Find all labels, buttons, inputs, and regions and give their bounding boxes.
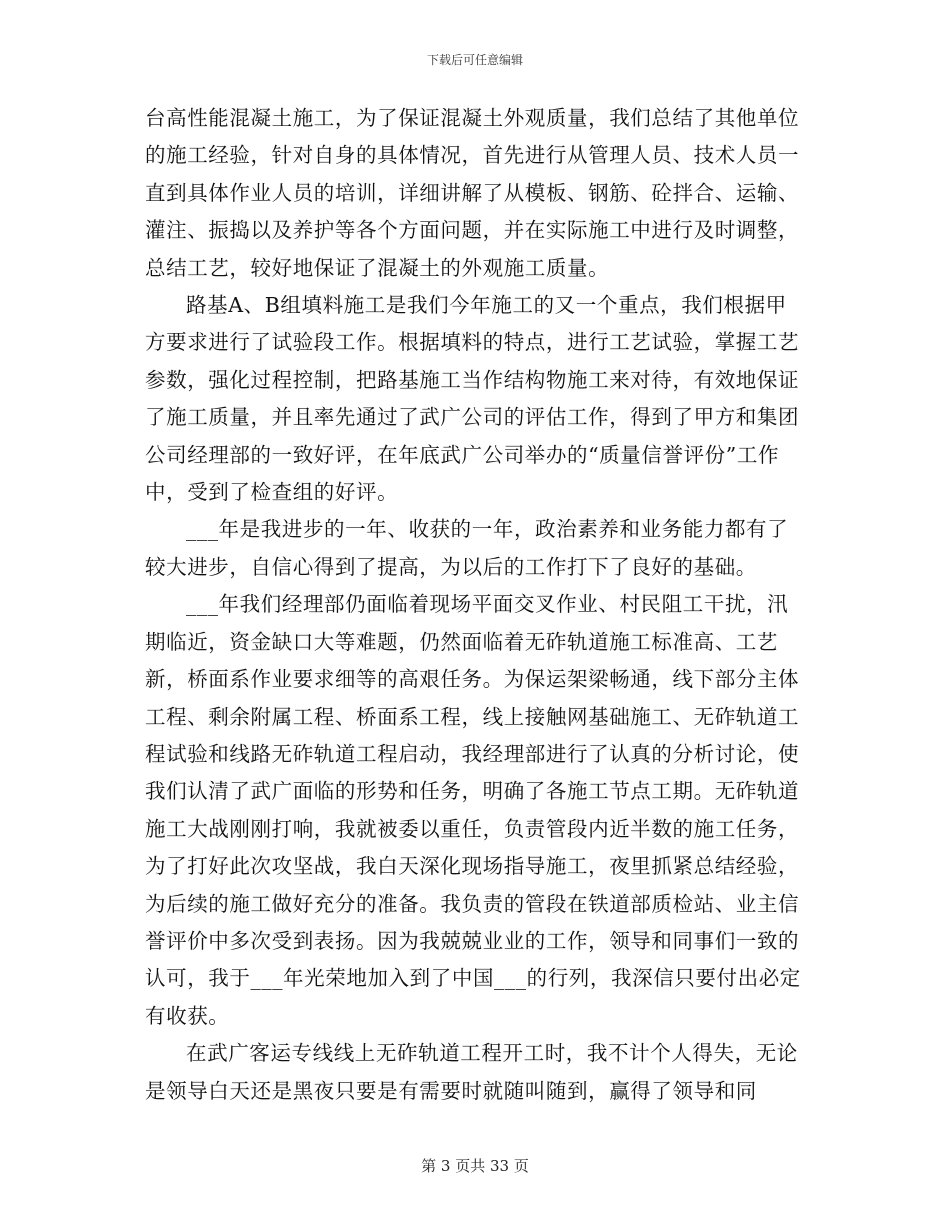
page-header: 下载后可任意编辑 — [426, 53, 523, 67]
paragraph-4: ___年我们经理部仍面临着现场平面交叉作业、村民阻工干扰，汛期临近，资金缺口大等难题，仍然面临着无砟轨道施工标准高、工艺新，桥面系作业要求细等的高艰任务。为保运架梁畅通，线下部分主体工程、剩余附属工程、桥面系工程，线上接触网基础施工、无砟轨道工程试验和线路无砟轨道工程启动，我经理部进行了认真的分析讨论，使我们认清了武广面临的形势和任务，明确了各施工节点工期。无砟轨道施工大战刚刚打响，我就被委以重任，负责管段内近半数的施工任务，为了打好此次攻坚战，我白天深化现场指导施工，夜里抓紧总结经验，为后续的施工做好充分的准备。我负责的管段在铁道部质检站、业主信誉评价中多次受到表扬。因为我兢兢业业的工作，领导和同事们一致的认可，我于___年光荣地加入到了中国___的行列，我深信只要付出必定有收获。 — [145, 592, 801, 1028]
paragraph-3: ___年是我进步的一年、收获的一年，政治素养和业务能力都有了较大进步，自信心得到了提高，为以后的工作打下了良好的基础。 — [145, 517, 789, 579]
paragraph-1: 台高性能混凝土施工，为了保证混凝土外观质量，我们总结了其他单位的施工经验，针对自身的具体情况，首先进行从管理人员、技术人员一直到具体作业人员的培训，详细讲解了从模板、钢筋、砼拌合、运输、灌注、振捣以及养护等各个方面问题，并在实际施工中进行及时调整，总结工艺，较好地保证了混凝土的外观施工质量。 — [145, 106, 800, 280]
document-body — [145, 100, 805, 1110]
page-footer: 第 3 页共 33 页 — [421, 1157, 529, 1175]
paragraph-2: 路基A、B组填料施工是我们今年施工的又一个重点，我们根据甲方要求进行了试验段工作。根据填料的特点，进行工艺试验，掌握工艺参数，强化过程控制，把路基施工当作结构物施工来对待，有效地保证了施工质量，并且率先通过了武广公司的评估工作，得到了甲方和集团公司经理部的一致好评，在年底武广公司举办的“质量信誉评份”工作中，受到了检查组的好评。 — [145, 293, 800, 505]
paragraph-5: 在武广客运专线线上无砟轨道工程开工时，我不计个人得失，无论是领导白天还是黑夜只要是有需要时就随叫随到，赢得了领导和同 — [145, 1041, 798, 1103]
